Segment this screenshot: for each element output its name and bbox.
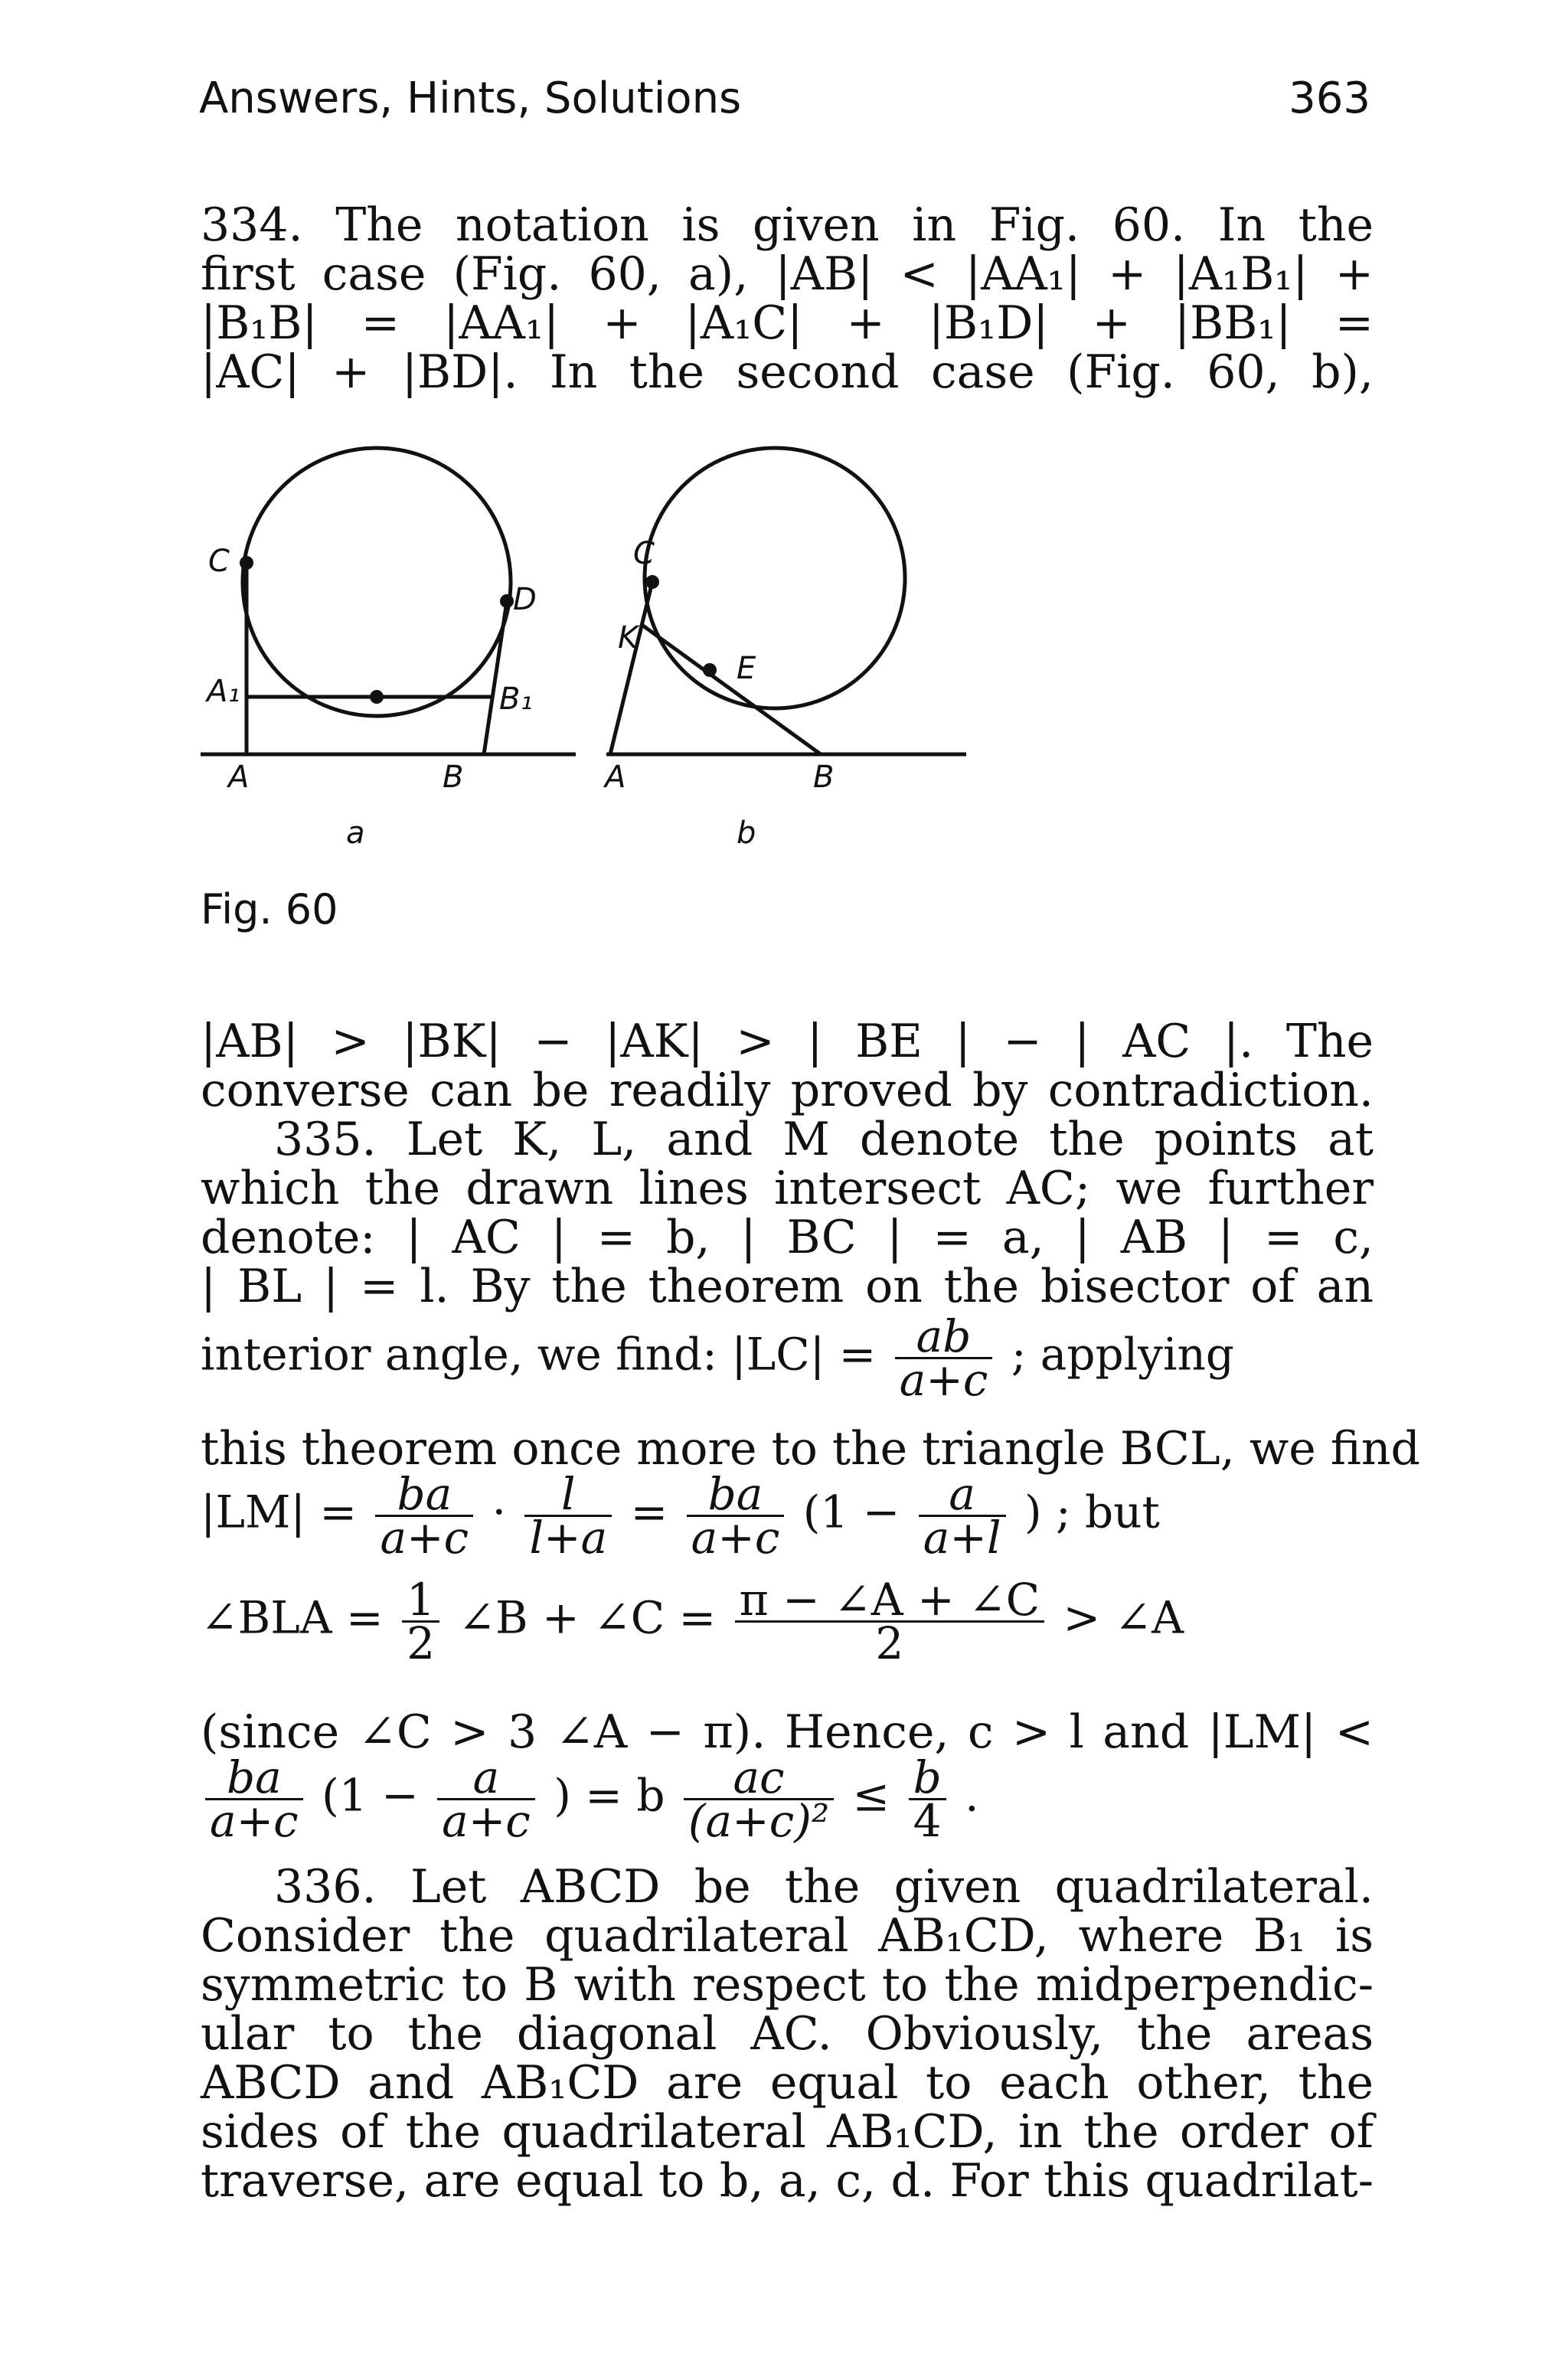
- fraction-lm-1: [375, 1468, 473, 1564]
- formula-angle-bla: [201, 1574, 1374, 1669]
- fig-a-label-d: D: [513, 582, 537, 617]
- fraction-bla-2: [735, 1574, 1045, 1669]
- p335-line-5: this theorem once more to the triangle BCL, we find: [201, 1422, 1420, 1476]
- fig-b-label-e: E: [737, 651, 756, 686]
- page-number: 363: [1289, 74, 1370, 123]
- lc-num: ab: [916, 1310, 972, 1362]
- p335-line-3: denote: | AC | = b, | BC | = a, | AB | = c,: [201, 1211, 1374, 1264]
- fig-a-point-c: [240, 556, 253, 570]
- bound-le: ≤: [852, 1769, 890, 1822]
- lm-pre: |LM| =: [201, 1486, 358, 1538]
- lm-post: ; but: [1056, 1486, 1160, 1538]
- bound-f4-num: b: [913, 1751, 942, 1803]
- p335-line-4: | BL | = l. By the theorem on the bisector of an: [201, 1260, 1374, 1313]
- bound-end: .: [965, 1769, 979, 1822]
- fraction-lc: [895, 1310, 993, 1406]
- figure-60-drawing: [201, 429, 1027, 950]
- bound-f1-num: ba: [226, 1751, 282, 1803]
- fig-b-line-ak: [610, 582, 652, 754]
- bla-pre: ∠BLA =: [201, 1591, 384, 1644]
- lm-f4-num: a: [949, 1468, 975, 1520]
- fig-b-label-a: A: [605, 760, 626, 795]
- fig-b-label-c: C: [633, 536, 655, 571]
- bound-paren-open: (1 −: [322, 1769, 419, 1822]
- running-title: Answers, Hints, Solutions: [199, 74, 742, 123]
- bla-f1-num: 1: [402, 1579, 439, 1623]
- fig-a-point-tangent: [370, 690, 384, 704]
- lm-f3-den: a+c: [691, 1512, 780, 1564]
- formula-lm: [201, 1468, 1374, 1564]
- fig-b-circle: [645, 448, 905, 708]
- bla-f2-den: 2: [875, 1617, 904, 1669]
- fig-b-label-b: B: [813, 760, 835, 795]
- fraction-lm-3: [687, 1468, 785, 1564]
- fraction-bla-1: [402, 1574, 439, 1669]
- lm-f1-num: ba: [397, 1468, 452, 1520]
- fraction-lm-2: [524, 1468, 612, 1564]
- fraction-bound-2: [437, 1751, 535, 1847]
- p336-line-5: ABCD and AB₁CD are equal to each other, the: [201, 2056, 1374, 2110]
- fig-b-point-e: [703, 663, 717, 677]
- bla-f1-den: 2: [407, 1617, 435, 1669]
- fraction-bound-3: [684, 1751, 834, 1847]
- p336-line-3: symmetric to B with respect to the midperpendic-: [201, 1958, 1374, 2012]
- fig-a-label-a1: A₁: [207, 674, 240, 709]
- fraction-bound-1: [205, 1751, 303, 1847]
- fig-b-label-k: K: [618, 620, 639, 655]
- figure-caption: Fig. 60: [201, 885, 338, 933]
- text-line-2: converse can be readily proved by contradiction.: [201, 1064, 1374, 1117]
- bla-post: > ∠A: [1063, 1591, 1184, 1644]
- text-since-line: (since ∠C > 3 ∠A − π). Hence, c > l and |LM| <: [201, 1705, 1374, 1759]
- figure-60: [201, 429, 1027, 950]
- lc-text-pre: interior angle, we find: |LC| =: [201, 1328, 877, 1381]
- bound-f1-den: a+c: [210, 1795, 299, 1847]
- p334-line-4: |AC| + |BD|. In the second case (Fig. 60, b),: [201, 345, 1374, 399]
- bound-mid: ) = b: [554, 1769, 665, 1822]
- lm-f4-den: a+l: [923, 1512, 1001, 1564]
- fraction-lm-4: [919, 1468, 1006, 1564]
- p335-line-2: which the drawn lines intersect AC; we further: [201, 1162, 1374, 1215]
- lm-f1-den: a+c: [380, 1512, 469, 1564]
- lm-eq: =: [630, 1486, 668, 1538]
- lm-f3-num: ba: [707, 1468, 763, 1520]
- fig-a-circle: [243, 448, 511, 716]
- fig-a-point-d: [500, 594, 514, 608]
- p336-line-2: Consider the quadrilateral AB₁CD, where B₁ is: [201, 1909, 1374, 1963]
- lc-den: a+c: [899, 1354, 988, 1406]
- p335-line-lc-formula: [201, 1310, 1374, 1406]
- fig-a-label-a: A: [228, 760, 250, 795]
- p334-line-2: first case (Fig. 60, a), |AB| < |AA₁| + |A₁B₁| +: [201, 247, 1374, 301]
- p336-line-1: 336. Let ABCD be the given quadrilateral.: [274, 1860, 1374, 1914]
- fig-a-sublabel: a: [346, 816, 365, 851]
- text-line-1: |AB| > |BK| − |AK| > | BE | − | AC |. The: [201, 1015, 1374, 1068]
- p336-line-6: sides of the quadrilateral AB₁CD, in the order of: [201, 2105, 1374, 2159]
- bound-f3-num: ac: [733, 1751, 785, 1803]
- p336-line-7: traverse, are equal to b, a, c, d. For this quadrilat-: [201, 2154, 1374, 2208]
- bla-mid: ∠B + ∠C =: [458, 1591, 717, 1644]
- lm-dot: ·: [492, 1486, 507, 1538]
- fig-a-label-c: C: [208, 544, 230, 579]
- lm-paren-close: ): [1024, 1486, 1042, 1538]
- bla-f2-num: π − ∠A + ∠C: [735, 1579, 1045, 1623]
- lm-paren-open: (1 −: [802, 1486, 900, 1538]
- p335-line-1: 335. Let K, L, and M denote the points at: [274, 1113, 1374, 1166]
- fig-a-line-db: [484, 601, 507, 754]
- lm-f2-den: l+a: [529, 1512, 608, 1564]
- fig-b-sublabel: b: [737, 816, 756, 851]
- p334-line-3: |B₁B| = |AA₁| + |A₁C| + |B₁D| + |BB₁| =: [201, 296, 1374, 350]
- bound-f4-den: 4: [913, 1795, 942, 1847]
- p334-line-1: 334. The notation is given in Fig. 60. In the: [201, 198, 1374, 252]
- page-header: [199, 74, 1378, 135]
- fig-a-label-b1: B₁: [499, 682, 533, 717]
- fraction-bound-4: [909, 1751, 946, 1847]
- lc-text-post: ; applying: [1011, 1328, 1234, 1381]
- fig-b-point-c: [645, 575, 659, 589]
- bound-f3-den: (a+c)²: [688, 1795, 830, 1847]
- p336-line-4: ular to the diagonal AC. Obviously, the areas: [201, 2007, 1374, 2061]
- bound-f2-num: a: [472, 1751, 500, 1803]
- bound-f2-den: a+c: [442, 1795, 531, 1847]
- formula-lm-bound: [201, 1751, 1374, 1847]
- lm-f2-num: l: [561, 1468, 576, 1520]
- fig-b-line-kb: [641, 624, 821, 754]
- fig-a-label-b: B: [443, 760, 464, 795]
